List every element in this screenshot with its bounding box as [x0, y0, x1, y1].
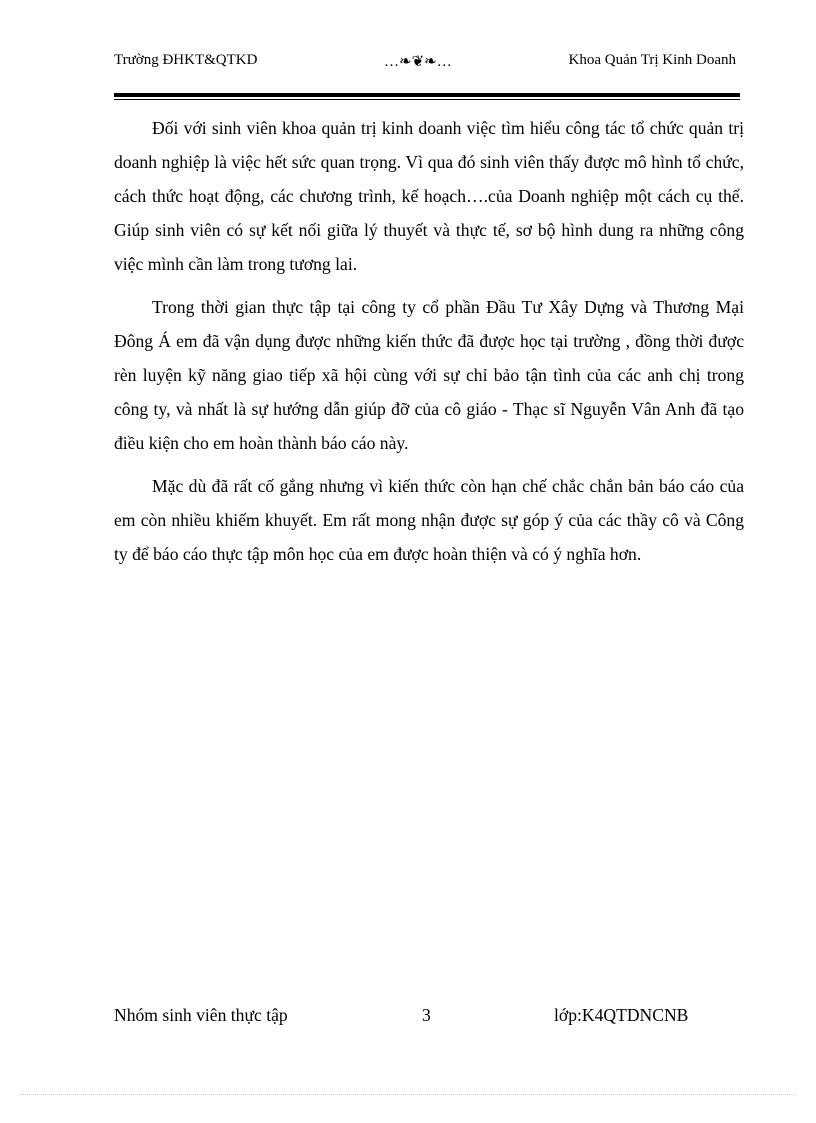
footer-group-label: Nhóm sinh viên thực tập — [114, 1005, 288, 1025]
page-bottom-border — [20, 1094, 796, 1095]
header-ornament: …❧❦❧… — [384, 54, 452, 70]
footer-page-number: 3 — [422, 1005, 431, 1025]
paragraph-1: Đối với sinh viên khoa quản trị kinh doanh việc tìm hiểu công tác tổ chức quản trị doanh nghiệp là việc hết sức quan trọng. Vì qua đó sinh viên thấy được mô hình tổ chức, cách thức hoạt động, các chương trình, kế hoạch….của Doanh nghiệp một cách cụ thể. Giúp sinh viên có sự kết nối giữa lý thuyết và thực tế, sơ bộ hình dung ra những công việc mình cần làm trong tương lai. — [114, 118, 744, 274]
body-text — [114, 111, 744, 580]
footer-class-label: lớp:K4QTDNCNB — [554, 1005, 689, 1025]
header-school-name: Trường ĐHKT&QTKD — [114, 52, 258, 68]
header-faculty-name: Khoa Quản Trị Kinh Doanh — [568, 52, 736, 68]
page-header — [114, 52, 740, 74]
header-rule-thin — [114, 99, 740, 100]
page-footer — [114, 1005, 740, 1029]
paragraph-2: Trong thời gian thực tập tại công ty cổ phần Đầu Tư Xây Dựng và Thương Mại Đông Á em đã vận dụng được những kiến thức đã được học tại trường , đồng thời được rèn luyện kỹ năng giao tiếp xã hội cùng với sự chỉ bảo tận tình của các anh chị trong công ty, và nhất là sự hướng dẫn giúp đỡ của cô giáo - Thạc sĩ Nguyễn Vân Anh đã tạo điều kiện cho em hoàn thành báo cáo này. — [114, 297, 744, 453]
paragraph-3: Mặc dù đã rất cố gắng nhưng vì kiến thức còn hạn chế chắc chắn bản báo cáo của em còn nhiều khiếm khuyết. Em rất mong nhận được sự góp ý của các thầy cô và Công ty để báo cáo thực tập môn học của em được hoàn thiện và có ý nghĩa hơn. — [114, 476, 744, 564]
header-rule-thick — [114, 93, 740, 97]
